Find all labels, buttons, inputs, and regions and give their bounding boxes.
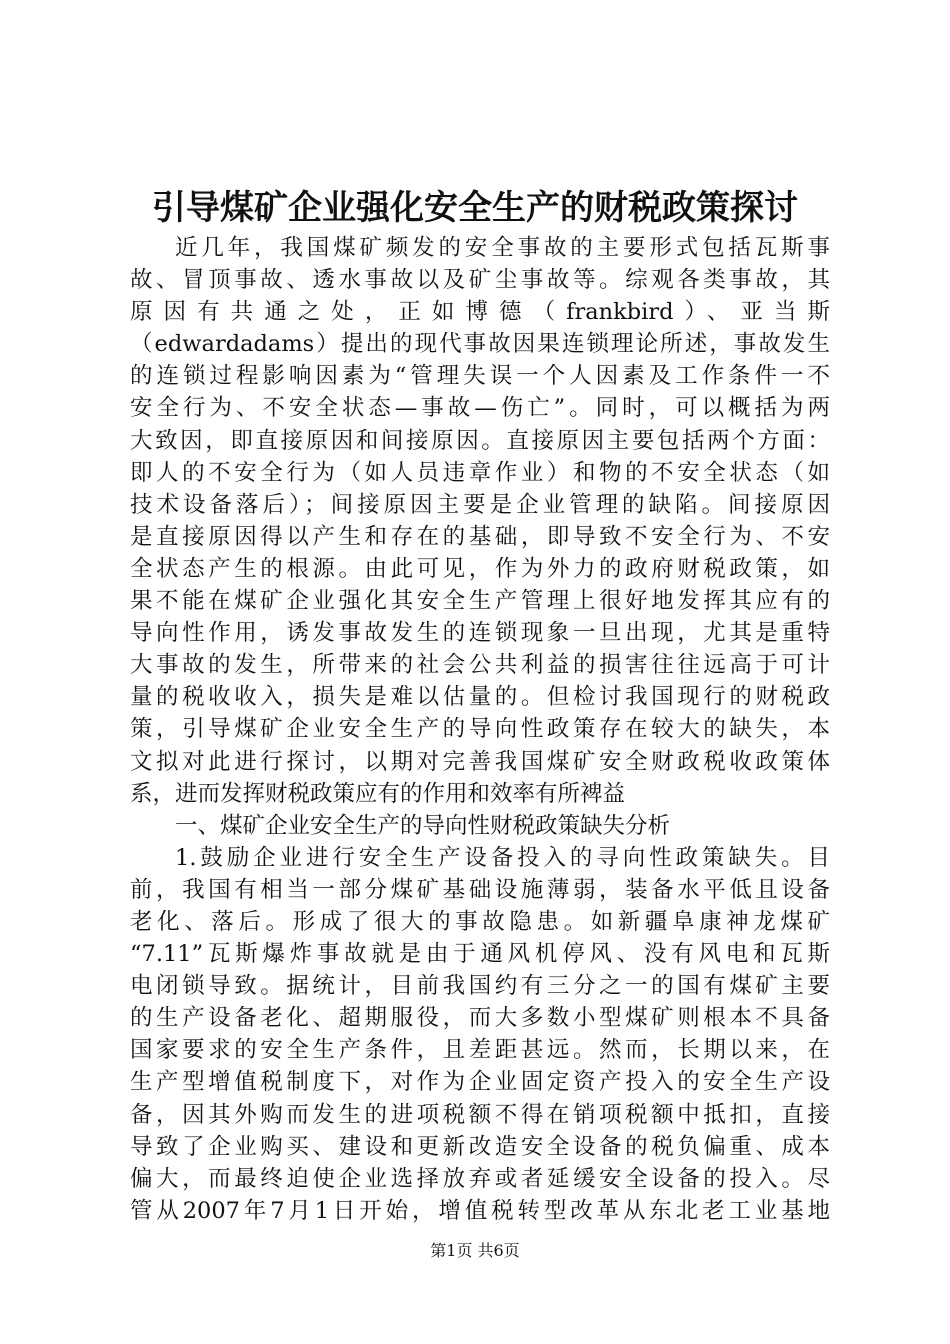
text-line: 系，进而发挥财税政策应有的作用和效率有所裨益 [130, 780, 626, 807]
text-line: 备，因其外购而发生的进项税额不得在销项税额中抵扣，直接 [130, 1101, 830, 1128]
text-line: 的连锁过程影响因素为“管理失误一个人因素及工作条件一不 [130, 363, 830, 390]
text-line: 近几年，我国煤矿频发的安全事故的主要形式包括瓦斯事 [175, 235, 830, 261]
text-line: 管从2007年7月1日开始，增值税转型改革从东北老工业基地 [130, 1197, 830, 1224]
text-line: 大事故的发生，所带来的社会公共利益的损害往往远高于可计 [130, 652, 830, 679]
text-line: 原因有共通之处，正如博德（frankbird）、亚当斯 [130, 299, 830, 326]
text-line: 技术设备落后）；间接原因主要是企业管理的缺陷。间接原因 [130, 491, 830, 518]
text-line: 文拟对此进行探讨，以期对完善我国煤矿安全财政税收政策体 [130, 748, 830, 775]
text-line: 果不能在煤矿企业强化其安全生产管理上很好地发挥其应有的 [130, 588, 830, 615]
text-line: 前，我国有相当一部分煤矿基础设施薄弱，装备水平低且设备 [130, 876, 830, 903]
text-line: 故、冒顶事故、透水事故以及矿尘事故等。综观各类事故，其 [130, 267, 830, 294]
text-line: 即人的不安全行为（如人员违章作业）和物的不安全状态（如 [130, 459, 830, 486]
text-line: 电闭锁导致。据统计，目前我国约有三分之一的国有煤矿主要 [130, 973, 830, 1000]
text-line: 是直接原因得以产生和存在的基础，即导致不安全行为、不安 [130, 523, 830, 550]
page-number-footer: 第1页 共6页 [430, 1241, 520, 1260]
text-line: 的生产设备老化、超期服役，而大多数小型煤矿则根本不具备 [130, 1005, 830, 1032]
text-line: “7.11”瓦斯爆炸事故就是由于通风机停风、没有风电和瓦斯 [130, 941, 830, 968]
text-line: 量的税收收入，损失是难以估量的。但检讨我国现行的财税政 [130, 684, 830, 711]
document-body [130, 232, 830, 1227]
text-line: 安全行为、不安全状态—事故—伤亡”。同时，可以概括为两 [130, 395, 830, 422]
text-line: 全状态产生的根源。由此可见，作为外力的政府财税政策，如 [130, 555, 830, 582]
text-line: 导向性作用，诱发事故发生的连锁现象一旦出现，尤其是重特 [130, 620, 830, 647]
text-line: 偏大，而最终迫使企业选择放弃或者延缓安全设备的投入。尽 [130, 1165, 830, 1192]
text-line: 生产型增值税制度下，对作为企业固定资产投入的安全生产设 [130, 1069, 830, 1096]
text-line: 策，引导煤矿企业安全生产的导向性政策存在较大的缺失，本 [130, 716, 830, 743]
text-line: 1.鼓励企业进行安全生产设备投入的寻向性政策缺失。目 [175, 844, 830, 871]
text-line: 老化、落后。形成了很大的事故隐患。如新疆阜康神龙煤矿 [130, 908, 830, 935]
text-line: 导致了企业购买、建设和更新改造安全设备的税负偏重、成本 [130, 1133, 830, 1160]
text-line: （edwardadams）提出的现代事故因果连锁理论所述，事故发生 [130, 331, 830, 358]
text-line: 大致因，即直接原因和间接原因。直接原因主要包括两个方面： [130, 427, 830, 454]
document-title: 引导煤矿企业强化安全生产的财税政策探讨 [152, 188, 798, 228]
section-heading: 一、煤矿企业安全生产的导向性财税政策缺失分析 [175, 812, 671, 839]
text-line: 国家要求的安全生产条件，且差距甚远。然而，长期以来，在 [130, 1037, 830, 1064]
